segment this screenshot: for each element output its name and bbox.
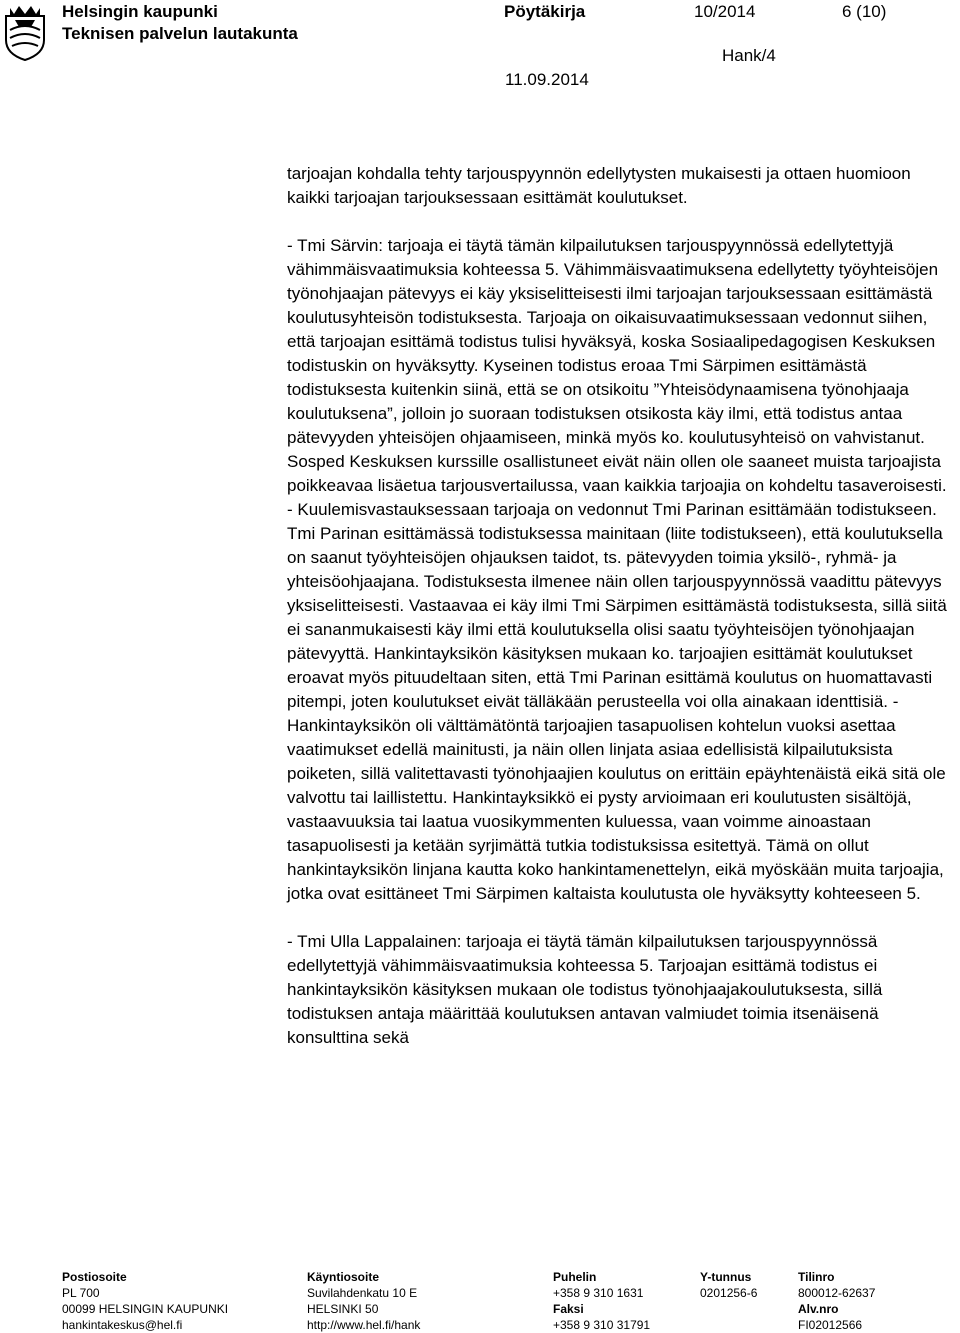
footer-account [798, 1269, 875, 1333]
footer-line: 0201256-6 [700, 1286, 758, 1300]
document-body [287, 162, 947, 1050]
footer-line: FI02012566 [798, 1318, 863, 1332]
document-type: Pöytäkirja [504, 2, 586, 21]
footer-visiting-address [307, 1269, 420, 1333]
footer-business-id [700, 1269, 757, 1301]
footer-heading: Y-tunnus [700, 1270, 752, 1284]
footer-line: PL 700 [62, 1286, 100, 1300]
meeting-date: 11.09.2014 [505, 70, 589, 89]
footer-line: HELSINKI 50 [307, 1302, 379, 1316]
helsinki-crest-icon [0, 0, 50, 62]
footer-postal-address [62, 1269, 228, 1333]
footer-heading: Käyntiosoite [307, 1270, 380, 1284]
footer-heading: Puhelin [553, 1270, 597, 1284]
footer-heading: Alv.nro [798, 1302, 839, 1316]
footer-phone [553, 1269, 650, 1333]
paragraph: - Tmi Särvin: tarjoaja ei täytä tämän kilpailutuksen tarjouspyynnössä edellytettyjä vähimmäisvaatimuksia kohteessa 5. Vähimmäisvaatimuksena edellytetty työyhteisöjen työnohjaajan pätevyys ei käy yksiselitteisesti ilmi tarjoajan tarjouksessaan esittämästä koulutusyhteisön todistuksesta. Tarjoaja on oikaisuvaatimuksessaan vedonnut siihen, että tarjoajan esittämä todistus tulisi hyväksyä, koska Sosiaalipedagogisen Keskuksen todistuskin on hyväksytty. Kyseinen todistus eroaa Tmi Särpimen esittämästä todistuksesta kuitenkin siinä, että se on otsikoitu ”Yhteisödynaamisena työnohjaaja koulutuksena”, jolloin jo suoraan todistuksen otsikosta käy ilmi, että todistus antaa pätevyyden yhteisöjen ohjaamiseen, minkä myös ko. koulutusyhteisö on vahvistanut. Sosped Keskuksen kurssille osallistuneet eivät näin ollen ole saaneet muista tarjoajista poikkeavaa lisäetua tarjousvertailussa, vaan kaikkia tarjoajia on kohdeltu tasaveroisesti. - Kuulemisvastauksessaan tarjoaja on vedonnut Tmi Parinan esittämään todistukseen. Tmi Parinan esittämässä todistuksessa mainitaan (liite todistukseen), että koulutuksella on saanut työyhteisöjen ohjauksen taidot, ts. pätevyyden toimia yksilö-, ryhmä- ja yhteisöohjaajana. Todistuksesta ilmenee näin ollen tarjouspyynnössä vaadittu pätevyys yksiselitteisesti. Vastaavaa ei käy ilmi Tmi Särpimen esittämästä todistuksesta, sillä siitä ei sananmukaisesti käy ilmi että koulutuksella olisi saatu työyhteisöjen työnohjaajan pätevyyttä. Hankintayksikön käsityksen mukaan ko. tarjoajien esittämät koulutukset eroavat myös pituudeltaan siten, että Tmi Parinan esittämä koulutus on huomattavasti pitempi, joten koulutukset eivät tälläkään perusteella voi olla ainakaan identtisiä. - Hankintayksikön oli välttämätöntä tarjoajien tasapuolisen kohtelun vuoksi asettaa vaatimukset edellä mainitusti, ja näin ollen linjata asiaa edellisistä kilpailutuksista poiketen, sillä valitettavasti työnohjaajien koulutus on erittäin epäyhtenäistä eikä sitä ole valvottu tai laillistettu. Hankintayksikkö ei pysty arvioimaan eri koulutusten sisältöjä, vastaavuuksia tai laatua vuosikymmenten kuluessa, vaan voimme ainoastaan tasapuolisesti ja ketään syrjimättä tutkia todistuksissa esitettyä. Tämä on ollut hankintayksikön linjana kautta koko hankintamenettelyn, eikä myöskään muita tarjoajia, jotka ovat esittäneet Tmi Särpimen kaltaista koulutusta ole hyväksytty kohteeseen 5. [287, 236, 947, 903]
footer-line: +358 9 310 31791 [553, 1318, 651, 1332]
footer-line: 800012-62637 [798, 1286, 876, 1300]
footer-heading: Faksi [553, 1302, 584, 1316]
document-number: 10/2014 [694, 2, 756, 21]
board-name: Teknisen palvelun lautakunta [62, 24, 298, 43]
footer-line: +358 9 310 1631 [553, 1286, 644, 1300]
footer-website-link[interactable]: http://www.hel.fi/hank [307, 1318, 421, 1332]
paragraph: - Tmi Ulla Lappalainen: tarjoaja ei täytä tämän kilpailutuksen tarjouspyynnössä edellytettyjä vähimmäisvaatimuksia kohteessa 5. Tarjoajan esittämä todistus ei hankintayksikön käsityksen mukaan ole todistus työnohjaajakoulutuksesta, sillä todistuksen antaja määrittää koulutuksen antavan valmiudet toimia itsenäisenä konsulttina sekä [287, 932, 883, 1047]
organization-name: Helsingin kaupunki [62, 2, 218, 21]
footer-email[interactable]: hankintakeskus@hel.fi [62, 1318, 183, 1332]
footer-line: 00099 HELSINGIN KAUPUNKI [62, 1302, 229, 1316]
footer-line: Suvilahdenkatu 10 E [307, 1286, 418, 1300]
footer-heading: Postiosoite [62, 1270, 127, 1284]
paragraph: tarjoajan kohdalla tehty tarjouspyynnön edellytysten mukaisesti ja ottaen huomioon kaikki tarjoajan tarjouksessaan esittämät koulutukset. [287, 164, 911, 207]
section-reference: Hank/4 [722, 46, 776, 65]
footer-heading: Tilinro [798, 1270, 835, 1284]
page-number: 6 (10) [842, 2, 887, 21]
